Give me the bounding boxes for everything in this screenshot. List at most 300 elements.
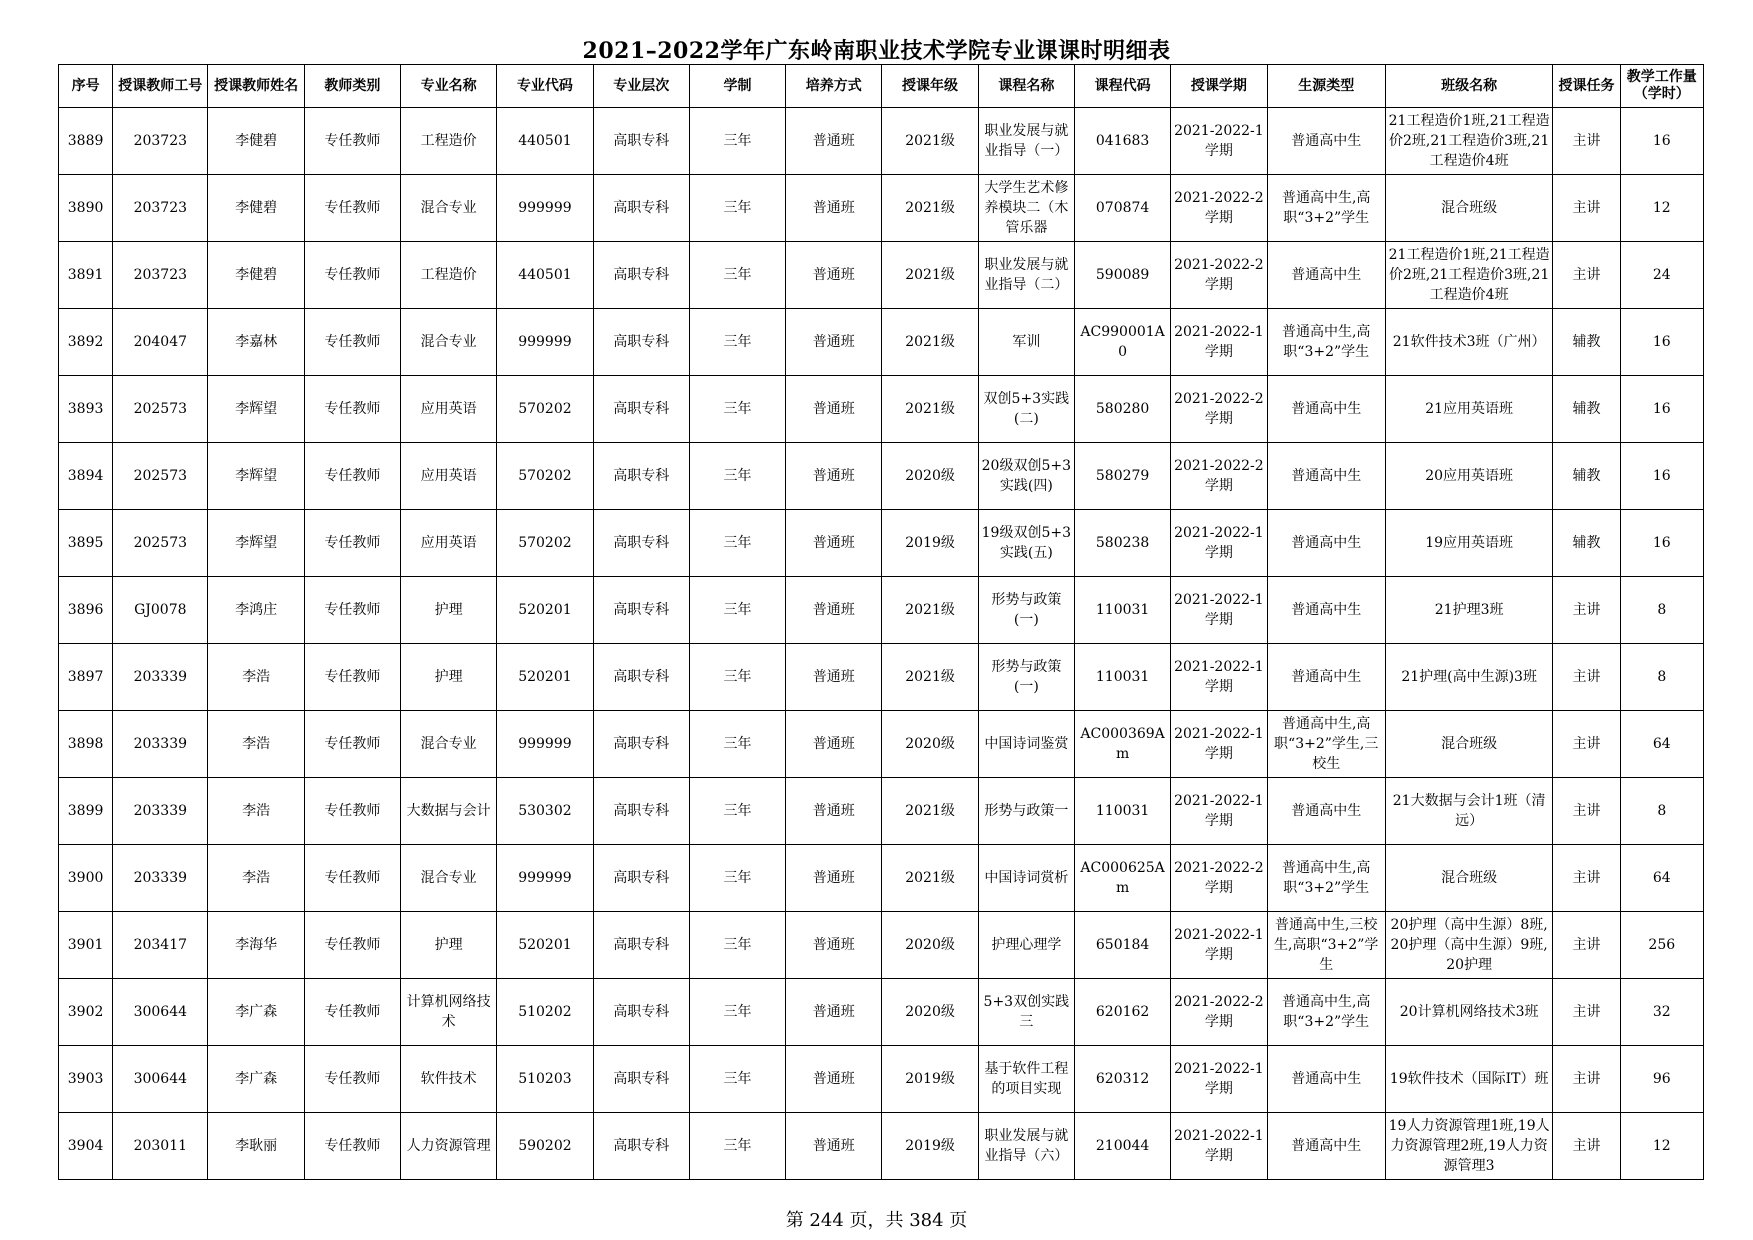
table-cell bbox=[1171, 376, 1267, 443]
cell-text: 普通高中生 bbox=[1291, 803, 1362, 819]
table-cell bbox=[113, 376, 208, 443]
cell-text: 16 bbox=[1652, 133, 1671, 149]
table-cell bbox=[1171, 979, 1267, 1046]
table-cell bbox=[1267, 1046, 1385, 1113]
table-cell bbox=[304, 376, 400, 443]
table-cell bbox=[59, 912, 113, 979]
table-cell bbox=[1074, 510, 1170, 577]
table-cell bbox=[689, 309, 785, 376]
cell-text: 普通班 bbox=[812, 803, 855, 819]
cell-text: 999999 bbox=[518, 870, 572, 886]
table-cell bbox=[1553, 175, 1620, 242]
table-cell bbox=[1385, 1113, 1553, 1180]
table-cell bbox=[1267, 108, 1385, 175]
table-cell bbox=[689, 845, 785, 912]
table-cell bbox=[689, 778, 785, 845]
cell-text: 形势与政策(一) bbox=[991, 592, 1062, 628]
cell-text: 16 bbox=[1652, 468, 1671, 484]
table-cell bbox=[1385, 510, 1553, 577]
table-cell bbox=[59, 309, 113, 376]
cell-text: 3896 bbox=[67, 602, 104, 618]
cell-text: 2021级 bbox=[905, 200, 955, 216]
cell-text: 999999 bbox=[518, 334, 572, 350]
cell-text: 主讲 bbox=[1572, 937, 1601, 953]
table-cell bbox=[208, 242, 304, 309]
table-cell bbox=[401, 644, 497, 711]
table-cell bbox=[497, 1046, 593, 1113]
table-cell bbox=[978, 778, 1074, 845]
table-cell bbox=[593, 845, 689, 912]
table-cell bbox=[1553, 912, 1620, 979]
cell-text: 300644 bbox=[133, 1071, 188, 1087]
table-cell bbox=[1385, 979, 1553, 1046]
table-body bbox=[59, 108, 1704, 1180]
table-cell bbox=[1620, 175, 1703, 242]
cell-text: 职业发展与就业指导（一） bbox=[984, 123, 1069, 159]
table-cell bbox=[1620, 912, 1703, 979]
cell-text: 专任教师 bbox=[324, 1004, 381, 1020]
column-header: 班级名称 bbox=[1385, 65, 1553, 108]
table-cell bbox=[786, 577, 882, 644]
cell-text: 21软件技术3班（广州） bbox=[1392, 334, 1546, 350]
cell-text: 520201 bbox=[518, 669, 572, 685]
cell-text: 19级双创5+3实践(五) bbox=[981, 525, 1071, 561]
cell-text: 高职专科 bbox=[613, 133, 670, 149]
table-cell bbox=[59, 644, 113, 711]
cell-text: 专任教师 bbox=[324, 535, 381, 551]
table-cell bbox=[1553, 711, 1620, 778]
table-cell bbox=[593, 1113, 689, 1180]
cell-text: 高职专科 bbox=[613, 870, 670, 886]
cell-text: 形势与政策一 bbox=[984, 803, 1069, 819]
cell-text: 5+3双创实践三 bbox=[983, 994, 1070, 1030]
cell-text: 21护理3班 bbox=[1434, 602, 1504, 618]
table-cell bbox=[593, 778, 689, 845]
table-cell bbox=[59, 242, 113, 309]
table-cell bbox=[208, 912, 304, 979]
table-cell bbox=[1171, 577, 1267, 644]
cell-text: 辅教 bbox=[1572, 401, 1601, 417]
table-cell bbox=[1553, 376, 1620, 443]
cell-text: 999999 bbox=[518, 736, 572, 752]
table-cell bbox=[786, 1046, 882, 1113]
table-cell bbox=[1267, 912, 1385, 979]
cell-text: 203339 bbox=[133, 669, 188, 685]
cell-text: 256 bbox=[1648, 937, 1676, 953]
table-cell bbox=[401, 778, 497, 845]
table-cell bbox=[786, 979, 882, 1046]
column-header: 教学工作量（学时） bbox=[1620, 65, 1703, 108]
table-cell bbox=[1267, 510, 1385, 577]
cell-text: 110031 bbox=[1095, 602, 1150, 618]
cell-text: 普通高中生 bbox=[1291, 1138, 1362, 1154]
cell-text: 专任教师 bbox=[324, 736, 381, 752]
table-cell bbox=[1074, 242, 1170, 309]
cell-text: 570202 bbox=[518, 401, 572, 417]
table-cell bbox=[689, 108, 785, 175]
table-cell bbox=[208, 1113, 304, 1180]
cell-text: 三年 bbox=[723, 468, 752, 484]
cell-text: 三年 bbox=[723, 937, 752, 953]
table-cell bbox=[1553, 644, 1620, 711]
cell-text: 专任教师 bbox=[324, 133, 381, 149]
cell-text: 202573 bbox=[133, 468, 188, 484]
cell-text: 20应用英语班 bbox=[1425, 468, 1514, 484]
table-cell bbox=[593, 510, 689, 577]
cell-text: 2021-2022-2学期 bbox=[1174, 458, 1264, 494]
table-cell bbox=[401, 1113, 497, 1180]
table-cell bbox=[497, 711, 593, 778]
table-cell bbox=[208, 845, 304, 912]
cell-text: 双创5+3实践(二) bbox=[983, 391, 1070, 427]
table-row bbox=[59, 1113, 1704, 1180]
table-cell bbox=[786, 175, 882, 242]
table-cell bbox=[1385, 778, 1553, 845]
table-cell bbox=[1171, 510, 1267, 577]
cell-text: 李健碧 bbox=[235, 133, 278, 149]
cell-text: 999999 bbox=[518, 200, 572, 216]
table-cell bbox=[1385, 443, 1553, 510]
table-cell bbox=[882, 1113, 978, 1180]
cell-text: 204047 bbox=[133, 334, 188, 350]
cell-text: 203417 bbox=[133, 937, 188, 953]
table-cell bbox=[786, 845, 882, 912]
table-cell bbox=[1074, 376, 1170, 443]
table-cell bbox=[882, 376, 978, 443]
table-cell bbox=[1553, 577, 1620, 644]
table-cell bbox=[1553, 1046, 1620, 1113]
table-cell bbox=[1620, 845, 1703, 912]
cell-text: 300644 bbox=[133, 1004, 188, 1020]
cell-text: 主讲 bbox=[1572, 1004, 1601, 1020]
table-cell bbox=[1267, 242, 1385, 309]
table-cell bbox=[59, 845, 113, 912]
table-cell bbox=[59, 443, 113, 510]
table-cell bbox=[1267, 175, 1385, 242]
table-cell bbox=[401, 309, 497, 376]
table-cell bbox=[113, 845, 208, 912]
table-cell bbox=[1171, 845, 1267, 912]
cell-text: 普通高中生 bbox=[1291, 401, 1362, 417]
cell-text: 590202 bbox=[518, 1138, 572, 1154]
cell-text: 混合专业 bbox=[420, 200, 477, 216]
table-cell bbox=[59, 510, 113, 577]
table-cell bbox=[1620, 979, 1703, 1046]
table-cell bbox=[593, 242, 689, 309]
cell-text: 3902 bbox=[67, 1004, 104, 1020]
cell-text: 三年 bbox=[723, 803, 752, 819]
table-row bbox=[59, 644, 1704, 711]
table-cell bbox=[1620, 644, 1703, 711]
cell-text: 19应用英语班 bbox=[1425, 535, 1514, 551]
cell-text: 2021级 bbox=[905, 267, 955, 283]
table-cell bbox=[689, 711, 785, 778]
table-cell bbox=[59, 1046, 113, 1113]
table-cell bbox=[978, 108, 1074, 175]
cell-text: 普通班 bbox=[812, 602, 855, 618]
cell-text: 2021-2022-2学期 bbox=[1174, 860, 1264, 896]
table-cell bbox=[593, 175, 689, 242]
table-cell bbox=[978, 845, 1074, 912]
column-header: 专业名称 bbox=[401, 65, 497, 108]
cell-text: 普通班 bbox=[812, 1004, 855, 1020]
table-header-row bbox=[59, 65, 1704, 108]
table-cell bbox=[593, 1046, 689, 1113]
cell-text: 普通高中生 bbox=[1291, 267, 1362, 283]
column-header: 课程名称 bbox=[978, 65, 1074, 108]
table-cell bbox=[882, 711, 978, 778]
table-cell bbox=[208, 510, 304, 577]
cell-text: 李辉望 bbox=[235, 468, 278, 484]
cell-text: 3893 bbox=[67, 401, 104, 417]
table-cell bbox=[304, 778, 400, 845]
cell-text: 2021-2022-2学期 bbox=[1174, 190, 1264, 226]
table-cell bbox=[1074, 108, 1170, 175]
table-cell bbox=[1171, 1046, 1267, 1113]
cell-text: 主讲 bbox=[1572, 200, 1601, 216]
cell-text: 3899 bbox=[67, 803, 104, 819]
table-cell bbox=[1267, 376, 1385, 443]
table-cell bbox=[497, 309, 593, 376]
cell-text: 普通高中生,高职“3+2”学生 bbox=[1281, 190, 1371, 226]
table-row bbox=[59, 309, 1704, 376]
cell-text: 应用英语 bbox=[420, 401, 477, 417]
cell-text: 580238 bbox=[1095, 535, 1150, 551]
table-cell bbox=[786, 376, 882, 443]
table-cell bbox=[113, 912, 208, 979]
cell-text: 570202 bbox=[518, 468, 572, 484]
table-cell bbox=[593, 912, 689, 979]
cell-text: 203339 bbox=[133, 803, 188, 819]
cell-text: 主讲 bbox=[1572, 133, 1601, 149]
table-cell bbox=[208, 644, 304, 711]
cell-text: 三年 bbox=[723, 1138, 752, 1154]
table-row bbox=[59, 443, 1704, 510]
table-cell bbox=[113, 778, 208, 845]
cell-text: 3895 bbox=[67, 535, 104, 551]
cell-text: 普通高中生 bbox=[1291, 468, 1362, 484]
cell-text: 510202 bbox=[518, 1004, 572, 1020]
table-cell bbox=[1267, 1113, 1385, 1180]
table-cell bbox=[1620, 309, 1703, 376]
table-cell bbox=[113, 510, 208, 577]
table-cell bbox=[113, 309, 208, 376]
cell-text: 三年 bbox=[723, 736, 752, 752]
cell-text: 三年 bbox=[723, 133, 752, 149]
cell-text: 3890 bbox=[67, 200, 104, 216]
cell-text: 应用英语 bbox=[420, 535, 477, 551]
cell-text: 三年 bbox=[723, 602, 752, 618]
table-cell bbox=[882, 845, 978, 912]
table-cell bbox=[689, 443, 785, 510]
cell-text: 20级双创5+3实践(四) bbox=[981, 458, 1071, 494]
cell-text: 2021级 bbox=[905, 133, 955, 149]
table-cell bbox=[1385, 577, 1553, 644]
table-cell bbox=[882, 577, 978, 644]
table-cell bbox=[1171, 242, 1267, 309]
cell-text: 2021-2022-2学期 bbox=[1174, 257, 1264, 293]
cell-text: 2021-2022-2学期 bbox=[1174, 994, 1264, 1030]
cell-text: 主讲 bbox=[1572, 669, 1601, 685]
page-title: 2021–2022学年广东岭南职业技术学院专业课课时明细表 bbox=[582, 38, 1171, 64]
cell-text: 2021-2022-1学期 bbox=[1174, 726, 1264, 762]
cell-text: 普通班 bbox=[812, 267, 855, 283]
cell-text: 2019级 bbox=[905, 1138, 955, 1154]
cell-text: 主讲 bbox=[1572, 736, 1601, 752]
cell-text: 440501 bbox=[518, 133, 572, 149]
table-row bbox=[59, 912, 1704, 979]
table-cell bbox=[208, 711, 304, 778]
table-cell bbox=[208, 175, 304, 242]
table-cell bbox=[978, 242, 1074, 309]
table-cell bbox=[1074, 577, 1170, 644]
cell-text: 16 bbox=[1652, 535, 1671, 551]
table-row bbox=[59, 1046, 1704, 1113]
cell-text: 070874 bbox=[1095, 200, 1150, 216]
table-cell bbox=[1171, 778, 1267, 845]
cell-text: 中国诗词赏析 bbox=[984, 870, 1069, 886]
table-cell bbox=[978, 1113, 1074, 1180]
cell-text: 普通高中生 bbox=[1291, 669, 1362, 685]
table-cell bbox=[593, 376, 689, 443]
table-cell bbox=[882, 443, 978, 510]
cell-text: 520201 bbox=[518, 937, 572, 953]
table-cell bbox=[113, 242, 208, 309]
table-cell bbox=[1620, 443, 1703, 510]
table-cell bbox=[978, 510, 1074, 577]
column-header: 生源类型 bbox=[1267, 65, 1385, 108]
table-cell bbox=[1385, 1046, 1553, 1113]
table-cell bbox=[1553, 309, 1620, 376]
cell-text: 普通班 bbox=[812, 669, 855, 685]
cell-text: 650184 bbox=[1095, 937, 1150, 953]
table-cell bbox=[304, 711, 400, 778]
cell-text: 护理 bbox=[434, 937, 463, 953]
table-cell bbox=[304, 242, 400, 309]
cell-text: 李嘉林 bbox=[235, 334, 278, 350]
cell-text: 普通高中生 bbox=[1291, 1071, 1362, 1087]
cell-text: 工程造价 bbox=[420, 133, 477, 149]
table-cell bbox=[304, 175, 400, 242]
table-cell bbox=[1171, 309, 1267, 376]
table-cell bbox=[497, 443, 593, 510]
cell-text: 混合专业 bbox=[420, 736, 477, 752]
table-cell bbox=[1553, 1113, 1620, 1180]
table-cell bbox=[1074, 309, 1170, 376]
table-cell bbox=[1074, 912, 1170, 979]
table-cell bbox=[1620, 510, 1703, 577]
table-cell bbox=[1553, 778, 1620, 845]
table-cell bbox=[1267, 979, 1385, 1046]
cell-text: 21工程造价1班,21工程造价2班,21工程造价3班,21工程造价4班 bbox=[1388, 113, 1550, 169]
table-cell bbox=[208, 1046, 304, 1113]
table-cell bbox=[978, 376, 1074, 443]
cell-text: 3901 bbox=[67, 937, 104, 953]
cell-text: 护理 bbox=[434, 669, 463, 685]
table-cell bbox=[1074, 711, 1170, 778]
table-cell bbox=[1620, 1113, 1703, 1180]
cell-text: 专任教师 bbox=[324, 267, 381, 283]
table-cell bbox=[208, 443, 304, 510]
table-cell bbox=[1620, 242, 1703, 309]
cell-text: 混合班级 bbox=[1441, 870, 1498, 886]
cell-text: 580280 bbox=[1095, 401, 1150, 417]
table-cell bbox=[786, 108, 882, 175]
table-cell bbox=[786, 711, 882, 778]
cell-text: 3892 bbox=[67, 334, 104, 350]
table-cell bbox=[1074, 778, 1170, 845]
table-cell bbox=[497, 778, 593, 845]
table-cell bbox=[113, 443, 208, 510]
cell-text: 64 bbox=[1652, 736, 1671, 752]
table-cell bbox=[786, 912, 882, 979]
table-cell bbox=[882, 309, 978, 376]
table-cell bbox=[786, 242, 882, 309]
cell-text: 普通高中生,高职“3+2”学生 bbox=[1281, 994, 1371, 1030]
cell-text: 混合专业 bbox=[420, 870, 477, 886]
cell-text: 普通班 bbox=[812, 736, 855, 752]
table-cell bbox=[304, 644, 400, 711]
table-cell bbox=[882, 979, 978, 1046]
cell-text: 护理心理学 bbox=[991, 937, 1062, 953]
table-cell bbox=[786, 1113, 882, 1180]
table-cell bbox=[978, 175, 1074, 242]
table-cell bbox=[882, 510, 978, 577]
table-cell bbox=[1074, 845, 1170, 912]
table-cell bbox=[59, 376, 113, 443]
cell-text: 3903 bbox=[67, 1071, 104, 1087]
column-header: 序号 bbox=[59, 65, 113, 108]
cell-text: 护理 bbox=[434, 602, 463, 618]
cell-text: 2020级 bbox=[905, 736, 955, 752]
cell-text: 2021-2022-1学期 bbox=[1174, 592, 1264, 628]
cell-text: 专任教师 bbox=[324, 334, 381, 350]
table-cell bbox=[593, 644, 689, 711]
cell-text: 高职专科 bbox=[613, 401, 670, 417]
cell-text: 李健碧 bbox=[235, 267, 278, 283]
table-cell bbox=[113, 644, 208, 711]
table-cell bbox=[689, 979, 785, 1046]
table-cell bbox=[59, 711, 113, 778]
cell-text: 203011 bbox=[133, 1138, 188, 1154]
table-cell bbox=[689, 644, 785, 711]
table-cell bbox=[304, 1113, 400, 1180]
table-cell bbox=[1385, 711, 1553, 778]
table-cell bbox=[1171, 912, 1267, 979]
cell-text: 普通高中生,高职“3+2”学生 bbox=[1281, 324, 1371, 360]
table-cell bbox=[59, 108, 113, 175]
table-cell bbox=[978, 443, 1074, 510]
cell-text: 专任教师 bbox=[324, 803, 381, 819]
cell-text: 主讲 bbox=[1572, 1138, 1601, 1154]
cell-text: 专任教师 bbox=[324, 1071, 381, 1087]
table-cell bbox=[1620, 1046, 1703, 1113]
table-cell bbox=[113, 979, 208, 1046]
cell-text: 041683 bbox=[1095, 133, 1150, 149]
table-cell bbox=[497, 912, 593, 979]
table-cell bbox=[304, 1046, 400, 1113]
cell-text: 李浩 bbox=[242, 669, 271, 685]
course-hours-table bbox=[58, 64, 1704, 1180]
table-cell bbox=[689, 1113, 785, 1180]
cell-text: 普通高中生 bbox=[1291, 133, 1362, 149]
table-cell bbox=[113, 108, 208, 175]
table-row bbox=[59, 175, 1704, 242]
table-cell bbox=[689, 912, 785, 979]
table-cell bbox=[1620, 376, 1703, 443]
cell-text: 专任教师 bbox=[324, 669, 381, 685]
cell-text: 8 bbox=[1657, 602, 1667, 618]
